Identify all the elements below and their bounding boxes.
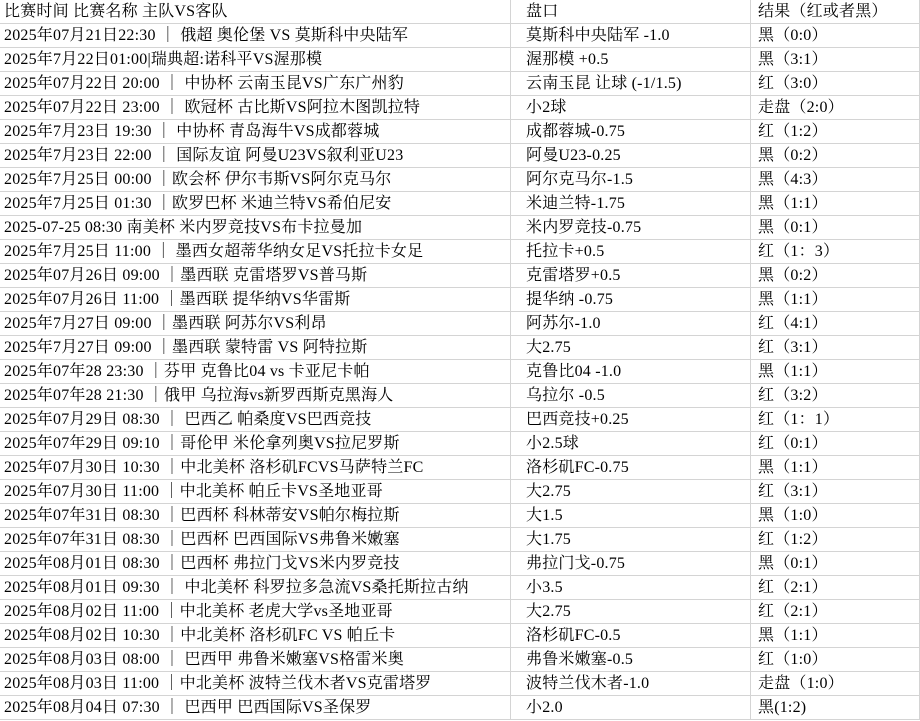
handicap-cell: 克雷塔罗+0.5 [510,264,750,287]
handicap-cell: 渥那模 +0.5 [510,48,750,71]
result-cell: 红（1:0） [750,648,920,671]
match-cell: 2025年07月30日 10:30 ｜中北美杯 洛杉矶FCVS马萨特兰FC [4,459,424,476]
result-cell: 红（4:1） [750,312,920,335]
table-body [0,24,920,720]
table-row [0,312,920,336]
handicap-cell: 阿苏尔-1.0 [510,312,750,335]
match-cell: 2025年07年28 21:30 ｜俄甲 乌拉海vs新罗西斯克黑海人 [4,387,394,404]
table-row [0,576,920,600]
handicap-cell: 洛杉矶FC-0.75 [510,456,750,479]
header-handicap: 盘口 [510,0,750,23]
result-cell: 黑（0:0） [750,24,920,47]
handicap-cell: 莫斯科中央陆军 -1.0 [510,24,750,47]
result-cell: 黑（1:1） [750,192,920,215]
table-row [0,456,920,480]
handicap-cell: 托拉卡+0.5 [510,240,750,263]
result-cell: 黑（0:1） [750,552,920,575]
result-cell: 红（2:1） [750,600,920,623]
handicap-cell: 弗鲁米嫩塞-0.5 [510,648,750,671]
handicap-cell: 大2.75 [510,600,750,623]
table-row [0,72,920,96]
match-cell: 2025-07-25 08:30 南美杯 米内罗竞技VS布卡拉曼加 [4,219,363,236]
result-cell: 黑（1:1） [750,624,920,647]
result-cell: 黑（1:0） [750,504,920,527]
result-cell: 黑（0:1） [750,216,920,239]
handicap-cell: 小2.5球 [510,432,750,455]
result-cell: 红（0:1） [750,432,920,455]
table-row [0,672,920,696]
handicap-cell: 小2球 [510,96,750,119]
match-cell: 2025年7月23日 19:30 ｜ 中协杯 青岛海牛VS成都蓉城 [4,123,380,140]
result-cell: 红（3:0） [750,72,920,95]
handicap-cell: 巴西竞技+0.25 [510,408,750,431]
handicap-cell: 大1.5 [510,504,750,527]
handicap-cell: 波特兰伐木者-1.0 [510,672,750,695]
table-row [0,168,920,192]
result-cell: 黑（1:1） [750,288,920,311]
handicap-cell: 米内罗竞技-0.75 [510,216,750,239]
handicap-cell: 洛杉矶FC-0.5 [510,624,750,647]
match-cell: 2025年08月04日 07:30 ｜ 巴西甲 巴西国际VS圣保罗 [4,699,372,716]
handicap-cell: 阿曼U23-0.25 [510,144,750,167]
table-row [0,144,920,168]
handicap-cell: 云南玉昆 让球 (-1/1.5) [510,72,750,95]
match-cell: 2025年7月27日 09:00 ｜墨西联 蒙特雷 VS 阿特拉斯 [4,339,368,356]
result-cell: 红（1:2） [750,120,920,143]
match-cell: 2025年07月22日 20:00 ｜ 中协杯 云南玉昆VS广东广州豹 [4,75,404,92]
result-cell: 黑(1:2) [750,696,920,719]
table-row [0,552,920,576]
table-row [0,528,920,552]
handicap-cell: 弗拉门戈-0.75 [510,552,750,575]
table-row [0,96,920,120]
table-row [0,648,920,672]
handicap-cell: 小3.5 [510,576,750,599]
handicap-cell: 阿尔克马尔-1.5 [510,168,750,191]
table-header-row [0,0,920,24]
match-cell: 2025年07月26日 11:00 ｜墨西联 提华纳VS华雷斯 [4,291,351,308]
table-row [0,432,920,456]
result-cell: 黑（3:1） [750,48,920,71]
table-row [0,408,920,432]
table-row [0,504,920,528]
result-cell: 黑（1:1） [750,456,920,479]
table-row [0,384,920,408]
match-cell: 2025年7月25日 00:00 ｜欧会杯 伊尔韦斯VS阿尔克马尔 [4,171,392,188]
result-cell: 黑（0:2） [750,264,920,287]
handicap-cell: 米迪兰特-1.75 [510,192,750,215]
match-cell: 2025年08月03日 08:00 ｜ 巴西甲 弗鲁米嫩塞VS格雷米奥 [4,651,404,668]
match-cell: 2025年07年29日 09:10 ｜哥伦甲 米伦拿列奥VS拉尼罗斯 [4,435,400,452]
result-cell: 红（1:2） [750,528,920,551]
result-cell: 红（1：1） [750,408,920,431]
match-cell: 2025年07年31日 08:30 ｜巴西杯 巴西国际VS弗鲁米嫩塞 [4,531,400,548]
handicap-cell: 乌拉尔 -0.5 [510,384,750,407]
table-row [0,48,920,72]
match-cell: 2025年7月25日 11:00 ｜ 墨西女超蒂华纳女足VS托拉卡女足 [4,243,424,260]
match-cell: 2025年07月26日 09:00 ｜墨西联 克雷塔罗VS普马斯 [4,267,368,284]
table-row [0,216,920,240]
match-cell: 2025年07年31日 08:30 ｜巴西杯 科林蒂安VS帕尔梅拉斯 [4,507,400,524]
match-cell: 2025年08月02日 10:30 ｜中北美杯 洛杉矶FC VS 帕丘卡 [4,627,396,644]
header-result: 结果（红或者黑） [750,0,920,23]
match-cell: 2025年08月03日 11:00 ｜中北美杯 波特兰伐木者VS克雷塔罗 [4,675,432,692]
table-row [0,120,920,144]
table-row [0,24,920,48]
match-cell: 2025年08月01日 09:30 ｜ 中北美杯 科罗拉多急流VS桑托斯拉古纳 [4,579,469,596]
table-row [0,336,920,360]
header-match: 比赛时间 比赛名称 主队VS客队 [4,3,228,20]
result-cell: 走盘（2:0） [750,96,920,119]
match-cell: 2025年07月30日 11:00 ｜中北美杯 帕丘卡VS圣地亚哥 [4,483,383,500]
handicap-cell: 大1.75 [510,528,750,551]
result-cell: 红（3:1） [750,336,920,359]
result-cell: 红（3:1） [750,480,920,503]
result-cell: 红（2:1） [750,576,920,599]
match-cell: 2025年07月29日 08:30 ｜ 巴西乙 帕桑度VS巴西竞技 [4,411,372,428]
table-row [0,696,920,720]
match-cell: 2025年07年28 23:30 ｜芬甲 克鲁比04 vs 卡亚尼卡帕 [4,363,370,380]
table-row [0,264,920,288]
handicap-cell: 克鲁比04 -1.0 [510,360,750,383]
match-cell: 2025年7月27日 09:00 ｜墨西联 阿苏尔VS利昂 [4,315,327,332]
result-cell: 黑（0:2） [750,144,920,167]
table-row [0,360,920,384]
result-cell: 黑（4:3） [750,168,920,191]
result-cell: 走盘（1:0） [750,672,920,695]
table-row [0,288,920,312]
match-cell: 2025年7月25日 01:30 ｜欧罗巴杯 米迪兰特VS希伯尼安 [4,195,392,212]
match-cell: 2025年7月23日 22:00 ｜ 国际友谊 阿曼U23VS叙利亚U23 [4,147,404,164]
match-cell: 2025年7月22日01:00|瑞典超:诺科平VS渥那模 [4,51,323,68]
handicap-cell: 成都蓉城-0.75 [510,120,750,143]
table-row [0,192,920,216]
match-cell: 2025年07月22日 23:00 ｜ 欧冠杯 古比斯VS阿拉木图凯拉特 [4,99,421,116]
handicap-cell: 提华纳 -0.75 [510,288,750,311]
handicap-cell: 大2.75 [510,336,750,359]
table-row [0,480,920,504]
table-row [0,624,920,648]
match-cell: 2025年07月21日22:30 ｜ 俄超 奥伦堡 VS 莫斯科中央陆军 [4,27,409,44]
handicap-cell: 小2.0 [510,696,750,719]
match-cell: 2025年08月02日 11:00 ｜中北美杯 老虎大学vs圣地亚哥 [4,603,393,620]
table-row [0,600,920,624]
result-cell: 红（3:2） [750,384,920,407]
match-cell: 2025年08月01日 08:30 ｜巴西杯 弗拉门戈VS米内罗竞技 [4,555,400,572]
result-cell: 黑（1:1） [750,360,920,383]
table-row [0,240,920,264]
result-cell: 红（1：3） [750,240,920,263]
handicap-cell: 大2.75 [510,480,750,503]
